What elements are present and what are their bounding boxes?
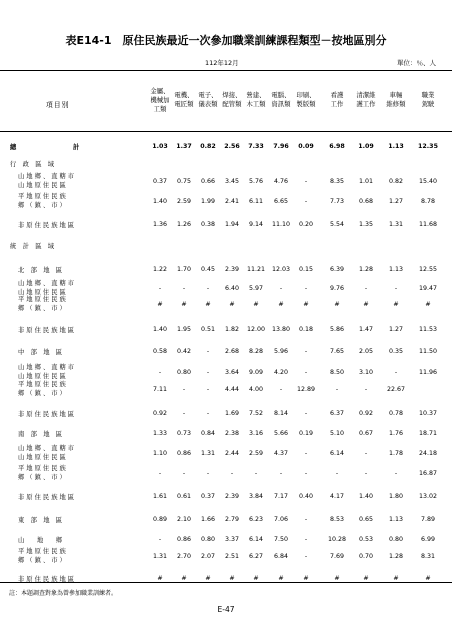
column-header: 營建、 木工類 — [246, 91, 266, 108]
table-cell: 2.68 — [224, 348, 240, 355]
row-label: 非 原 住 民 族 地 區 — [18, 222, 75, 229]
row-label: 平 地 原 住 民 族 鄉 （ 鎮 、 市 ） — [18, 296, 66, 312]
table-cell: # — [425, 575, 431, 582]
table-cell: 0.68 — [358, 198, 374, 205]
table-cell: 3.84 — [248, 493, 264, 500]
table-cell: 2.10 — [176, 516, 192, 523]
row-label: 非 原 住 民 族 地 區 — [18, 327, 75, 334]
table-cell: 0.66 — [200, 178, 216, 185]
table-cell: 2.59 — [248, 450, 264, 457]
table-cell: - — [394, 369, 398, 376]
table-cell: - — [304, 348, 308, 355]
table-cell: 1.03 — [152, 143, 168, 150]
column-header: 車輛 維修類 — [386, 91, 406, 108]
table-cell: - — [335, 470, 339, 477]
footnote: 註：本題調查對象為曾參加職業訓練者。 — [9, 590, 118, 597]
table-cell: 0.82 — [388, 178, 404, 185]
table-cell: - — [394, 285, 398, 292]
table-cell: - — [182, 285, 186, 292]
table-cell: 12.55 — [418, 266, 438, 273]
table-cell: # — [253, 575, 259, 582]
table-cell: 1.27 — [388, 326, 404, 333]
table-cell: # — [278, 301, 284, 308]
table-cell: 0.67 — [358, 430, 374, 437]
column-header: 焊接、 配管類 — [222, 91, 242, 108]
table-cell: 0.37 — [152, 178, 168, 185]
table-cell: 0.70 — [358, 553, 374, 560]
table-cell: 7.11 — [152, 386, 168, 393]
table-cell: # — [363, 575, 369, 582]
table-cell: - — [304, 410, 308, 417]
table-cell: 11.53 — [418, 326, 438, 333]
table-cell: 1.35 — [358, 221, 374, 228]
table-cell: 8.35 — [329, 178, 345, 185]
column-header: 金屬、 機械加 工類 — [150, 86, 170, 113]
column-header: 職業 駕駛 — [421, 91, 435, 108]
table-cell: - — [158, 470, 162, 477]
row-label: 行 政 區 域 — [10, 161, 55, 168]
table-cell: 8.53 — [329, 516, 345, 523]
table-cell: 1.27 — [388, 198, 404, 205]
table-cell: - — [158, 369, 162, 376]
table-cell: 0.86 — [176, 536, 192, 543]
table-cell: 9.09 — [248, 369, 264, 376]
table-cell: # — [334, 575, 340, 582]
table-cell: 4.17 — [329, 493, 345, 500]
table-cell: 3.45 — [224, 178, 240, 185]
table-cell: - — [158, 285, 162, 292]
table-cell: 7.33 — [248, 143, 264, 150]
table-cell: 11.50 — [418, 348, 438, 355]
table-cell: 0.09 — [298, 143, 314, 150]
table-cell: 0.19 — [298, 430, 314, 437]
table-cell: 1.80 — [388, 493, 404, 500]
table-cell: 3.64 — [224, 369, 240, 376]
table-cell: 2.05 — [358, 348, 374, 355]
table-cell: 0.65 — [358, 516, 374, 523]
table-cell: 5.10 — [329, 430, 345, 437]
table-cell: - — [304, 516, 308, 523]
table-cell: 4.00 — [248, 386, 264, 393]
table-cell: 13.80 — [271, 326, 291, 333]
table-cell: 7.65 — [329, 348, 345, 355]
table-cell: 13.02 — [418, 493, 438, 500]
table-cell: 3.16 — [248, 430, 264, 437]
table-cell: 2.39 — [224, 266, 240, 273]
table-cell: 12.00 — [246, 326, 266, 333]
table-cell: # — [303, 301, 309, 308]
table-cell: 6.98 — [329, 143, 345, 150]
table-cell: - — [364, 450, 368, 457]
table-cell: 11.10 — [271, 221, 291, 228]
table-cell: # — [303, 575, 309, 582]
row-label: 總 計 — [10, 144, 80, 151]
column-header: 電腦、 資訊類 — [271, 91, 291, 108]
table-cell: 0.92 — [358, 410, 374, 417]
table-cell: 1.37 — [176, 143, 192, 150]
table-cell: 6.27 — [248, 553, 264, 560]
table-cell: 5.54 — [329, 221, 345, 228]
table-cell: 7.69 — [329, 553, 345, 560]
table-cell: - — [364, 386, 368, 393]
table-cell: # — [363, 301, 369, 308]
table-cell: - — [304, 450, 308, 457]
table-cell: 12.35 — [418, 143, 438, 150]
table-cell: 0.35 — [388, 348, 404, 355]
table-cell: 6.65 — [273, 198, 289, 205]
table-cell: - — [206, 369, 210, 376]
table-cell: 0.20 — [298, 221, 314, 228]
table-cell: - — [279, 386, 283, 393]
table-cell: 10.28 — [327, 536, 347, 543]
table-cell: 19.47 — [418, 285, 438, 292]
table-cell: 8.28 — [248, 348, 264, 355]
table-cell: 2.70 — [176, 553, 192, 560]
table-cell: - — [304, 369, 308, 376]
row-label: 山 地 鄉 — [18, 537, 63, 544]
table-cell: 0.37 — [200, 493, 216, 500]
table-cell: 0.92 — [152, 410, 168, 417]
table-cell: 24.18 — [418, 450, 438, 457]
row-label: 平 地 原 住 民 族 鄉 （ 鎮 、 市 ） — [18, 193, 66, 209]
unit-label: 單位：％、人 — [397, 59, 436, 67]
table-cell: # — [393, 301, 399, 308]
table-cell: 1.26 — [176, 221, 192, 228]
table-cell: # — [205, 301, 211, 308]
table-cell: - — [304, 553, 308, 560]
table-cell: 4.44 — [224, 386, 240, 393]
table-cell: 12.03 — [271, 266, 291, 273]
table-cell: # — [334, 301, 340, 308]
row-label: 東 部 地 區 — [18, 517, 63, 524]
table-cell: 2.07 — [200, 553, 216, 560]
table-cell: 6.37 — [329, 410, 345, 417]
row-label: 平 地 原 住 民 族 鄉 （ 鎮 、 市 ） — [18, 381, 66, 397]
table-cell: 1.31 — [200, 450, 216, 457]
table-cell: 0.38 — [200, 221, 216, 228]
table-cell: 0.78 — [388, 410, 404, 417]
table-cell: 3.37 — [224, 536, 240, 543]
table-cell: 0.15 — [298, 266, 314, 273]
table-cell: 1.40 — [152, 198, 168, 205]
table-cell: 1.13 — [388, 143, 404, 150]
table-cell: 5.66 — [273, 430, 289, 437]
table-cell: 1.40 — [152, 326, 168, 333]
table-cell: 1.13 — [388, 516, 404, 523]
table-cell: # — [181, 301, 187, 308]
table-cell: 6.14 — [329, 450, 345, 457]
table-cell: 0.18 — [298, 326, 314, 333]
table-cell: 7.50 — [273, 536, 289, 543]
table-cell: 0.53 — [358, 536, 374, 543]
page-number: E-47 — [217, 605, 235, 614]
table-cell: 6.14 — [248, 536, 264, 543]
table-cell: - — [364, 470, 368, 477]
table-cell: - — [279, 285, 283, 292]
table-cell: 0.89 — [152, 516, 168, 523]
table-cell: 6.99 — [420, 536, 436, 543]
table-cell: 1.31 — [388, 221, 404, 228]
table-cell: # — [205, 575, 211, 582]
item-header: 項目別 — [46, 101, 70, 109]
table-cell: 8.31 — [420, 553, 436, 560]
table-cell: 10.37 — [418, 410, 438, 417]
table-cell: - — [279, 470, 283, 477]
table-cell: 0.40 — [298, 493, 314, 500]
table-cell: 3.10 — [358, 369, 374, 376]
table-cell: - — [254, 470, 258, 477]
column-header: 電子、 儀表類 — [198, 91, 218, 108]
table-cell: 1.78 — [388, 450, 404, 457]
table-cell: 7.89 — [420, 516, 436, 523]
table-cell: 1.61 — [152, 493, 168, 500]
table-cell: 0.80 — [200, 536, 216, 543]
table-cell: - — [304, 470, 308, 477]
table-cell: - — [230, 470, 234, 477]
row-label: 中 部 地 區 — [18, 349, 63, 356]
table-cell: 1.31 — [152, 553, 168, 560]
table-cell: 1.09 — [358, 143, 374, 150]
table-cell: 0.61 — [176, 493, 192, 500]
table-cell: 11.96 — [418, 369, 438, 376]
table-cell: 5.86 — [329, 326, 345, 333]
table-cell: 1.36 — [152, 221, 168, 228]
table-cell: # — [181, 575, 187, 582]
table-cell: 2.59 — [176, 198, 192, 205]
table-cell: - — [304, 178, 308, 185]
table-cell: 2.41 — [224, 198, 240, 205]
table-cell: 5.97 — [248, 285, 264, 292]
table-cell: 11.21 — [246, 266, 266, 273]
table-cell: 1.66 — [200, 516, 216, 523]
table-cell: 0.86 — [176, 450, 192, 457]
table-cell: 0.51 — [200, 326, 216, 333]
table-cell: 0.75 — [176, 178, 192, 185]
table-cell: 2.79 — [224, 516, 240, 523]
table-cell: 1.33 — [152, 430, 168, 437]
column-header: 電機、 電匠類 — [174, 91, 194, 108]
table-cell: - — [158, 536, 162, 543]
table-cell: 1.01 — [358, 178, 374, 185]
table-cell: 1.40 — [358, 493, 374, 500]
table-cell: - — [182, 470, 186, 477]
table-cell: 1.13 — [388, 266, 404, 273]
table-cell: 16.87 — [418, 470, 438, 477]
table-cell: - — [206, 348, 210, 355]
table-cell: - — [182, 386, 186, 393]
table-cell: 1.28 — [388, 553, 404, 560]
column-header: 清潔維 護工作 — [356, 91, 376, 108]
table-cell: 0.58 — [152, 348, 168, 355]
table-cell: 7.52 — [248, 410, 264, 417]
row-label: 非 原 住 民 族 地 區 — [18, 576, 75, 583]
table-cell: - — [394, 470, 398, 477]
table-cell: # — [229, 575, 235, 582]
table-cell: - — [335, 386, 339, 393]
table-cell: 18.71 — [418, 430, 438, 437]
table-cell: 9.14 — [248, 221, 264, 228]
table-cell: 1.10 — [152, 450, 168, 457]
table-cell: 1.47 — [358, 326, 374, 333]
column-header: 看護 工作 — [330, 91, 344, 108]
row-label: 南 部 地 區 — [18, 431, 63, 438]
row-label: 平 地 原 住 民 族 鄉 （ 鎮 、 市 ） — [18, 465, 66, 481]
table-cell: 1.22 — [152, 266, 168, 273]
row-label: 非 原 住 民 族 地 區 — [18, 494, 75, 501]
table-cell: 7.73 — [329, 198, 345, 205]
table-cell: # — [425, 301, 431, 308]
row-label: 山 地 鄉 、 直 轄 市 山 地 原 住 民 區 — [18, 364, 75, 380]
header-bottom-rule — [0, 131, 452, 132]
table-cell: 0.73 — [176, 430, 192, 437]
table-cell: 6.11 — [248, 198, 264, 205]
reference-date: 112年12月 — [205, 59, 239, 67]
table-cell: 6.84 — [273, 553, 289, 560]
table-cell: 11.68 — [418, 221, 438, 228]
table-cell: 15.40 — [418, 178, 438, 185]
table-cell: 4.20 — [273, 369, 289, 376]
table-cell: 2.51 — [224, 553, 240, 560]
table-cell: # — [393, 575, 399, 582]
table-cell: # — [157, 575, 163, 582]
table-cell: 9.76 — [329, 285, 345, 292]
table-cell: 0.45 — [200, 266, 216, 273]
table-cell: 0.82 — [200, 143, 216, 150]
table-cell: # — [253, 301, 259, 308]
table-cell: - — [206, 386, 210, 393]
table-cell: 4.37 — [273, 450, 289, 457]
table-cell: - — [304, 285, 308, 292]
table-cell: 8.14 — [273, 410, 289, 417]
table-cell: 8.78 — [420, 198, 436, 205]
table-cell: 1.82 — [224, 326, 240, 333]
table-cell: 6.39 — [329, 266, 345, 273]
table-cell: 8.50 — [329, 369, 345, 376]
table-cell: 0.80 — [176, 369, 192, 376]
table-cell: 2.44 — [224, 450, 240, 457]
row-label: 非 原 住 民 族 地 區 — [18, 411, 75, 418]
table-cell: 7.17 — [273, 493, 289, 500]
table-cell: 7.06 — [273, 516, 289, 523]
table-cell: 1.70 — [176, 266, 192, 273]
table-cell: 7.96 — [273, 143, 289, 150]
table-cell: 1.94 — [224, 221, 240, 228]
row-label: 山 地 鄉 、 直 轄 市 山 地 原 住 民 區 — [18, 445, 75, 461]
table-cell: 0.42 — [176, 348, 192, 355]
table-cell: 6.23 — [248, 516, 264, 523]
page-title: 表E14-1 原住民族最近一次參加職業訓練課程類型－按地區別分 — [65, 34, 387, 47]
table-cell: # — [278, 575, 284, 582]
table-cell: 1.69 — [224, 410, 240, 417]
table-cell: - — [364, 285, 368, 292]
table-cell: - — [206, 410, 210, 417]
table-cell: 5.96 — [273, 348, 289, 355]
table-cell: 2.39 — [224, 493, 240, 500]
table-cell: 1.76 — [388, 430, 404, 437]
table-cell: 2.56 — [224, 143, 240, 150]
column-header: 印刷、 製版類 — [296, 91, 316, 108]
table-cell: 0.80 — [388, 536, 404, 543]
table-cell: 22.67 — [386, 386, 406, 393]
table-cell: # — [157, 301, 163, 308]
table-cell: 5.76 — [248, 178, 264, 185]
table-cell: 1.95 — [176, 326, 192, 333]
table-cell: - — [304, 198, 308, 205]
table-cell: 1.99 — [200, 198, 216, 205]
table-cell: 2.38 — [224, 430, 240, 437]
table-top-rule — [0, 70, 452, 71]
row-label: 山 地 鄉 、 直 轄 市 山 地 原 住 民 區 — [18, 173, 75, 189]
table-cell: # — [229, 301, 235, 308]
table-cell: 6.40 — [224, 285, 240, 292]
row-label: 山 地 鄉 、 直 轄 市 山 地 原 住 民 區 — [18, 280, 75, 296]
table-cell: - — [206, 470, 210, 477]
table-cell: - — [304, 536, 308, 543]
row-label: 平 地 原 住 民 族 鄉 （ 鎮 、 市 ） — [18, 548, 66, 564]
row-label: 北 部 地 區 — [18, 267, 63, 274]
table-cell: 4.76 — [273, 178, 289, 185]
row-label: 統 計 區 域 — [10, 243, 55, 250]
table-cell: 0.84 — [200, 430, 216, 437]
table-cell: 12.89 — [296, 386, 316, 393]
table-cell: - — [182, 410, 186, 417]
table-cell: - — [206, 285, 210, 292]
table-cell: 1.28 — [358, 266, 374, 273]
